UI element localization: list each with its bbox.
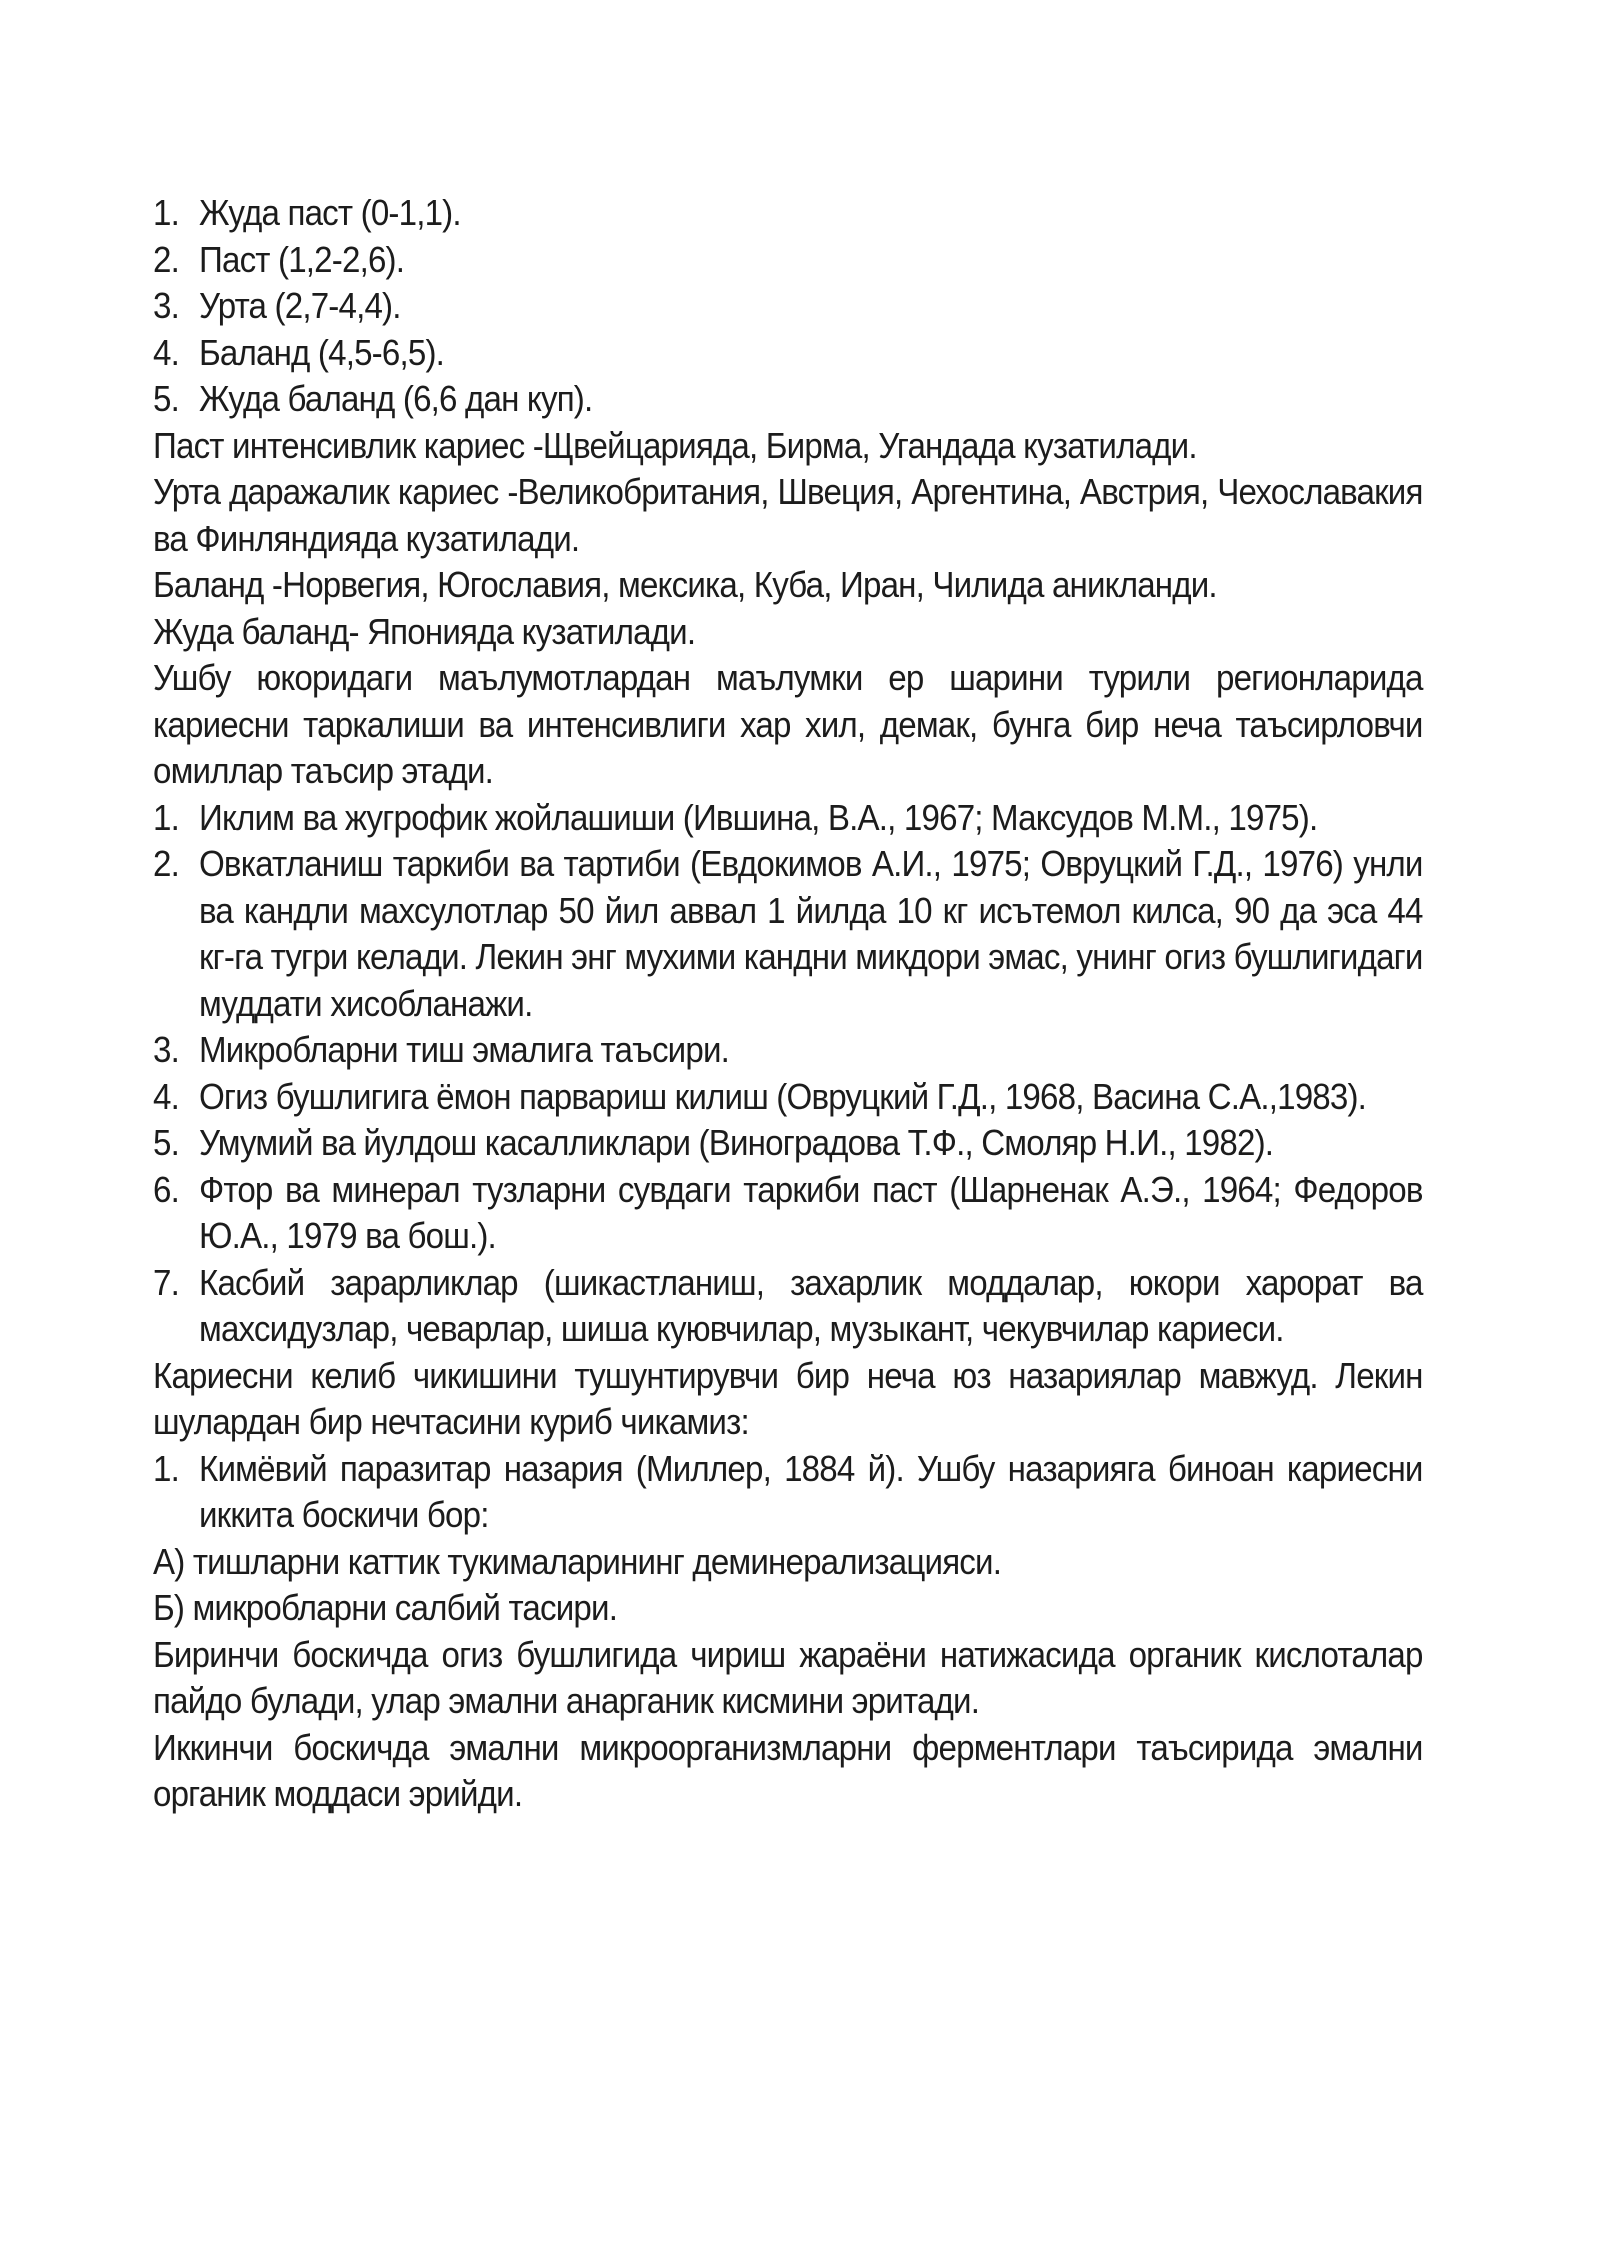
list-item bbox=[153, 283, 1423, 330]
list-item bbox=[153, 1260, 1423, 1353]
list-item bbox=[153, 841, 1423, 1027]
list-number: 3. bbox=[153, 285, 179, 326]
paragraph: А) тишларни каттик тукималарининг деминерализацияси. bbox=[153, 1540, 1002, 1582]
paragraph: Баланд -Норвегия, Югославия, мексика, Куба, Иран, Чилида аникланди. bbox=[153, 564, 1217, 605]
list-text: Урта (2,7-4,4). bbox=[199, 285, 401, 326]
list-item bbox=[153, 795, 1423, 842]
list-text: Касбий зарарликлар (шикастланиш, захарлик моддалар, юкори харорат ва махсидузлар, чеварлар, шиша куювчилар, музыкант, чекувчилар кариеси. bbox=[199, 1261, 1423, 1349]
list-item bbox=[153, 1167, 1423, 1260]
list-text: Умумий ва йулдош касалликлари (Виноградова Т.Ф., Смоляр Н.И., 1982). bbox=[199, 1122, 1274, 1163]
list-text: Кимёвий паразитар назария (Миллер, 1884 й). Ушбу назарияга биноан кариесни иккита боскичи бор: bbox=[199, 1447, 1423, 1535]
list-number: 1. bbox=[153, 1447, 179, 1489]
list-text: Микробларни тиш эмалига таъсири. bbox=[199, 1029, 730, 1070]
list-item bbox=[153, 1446, 1423, 1539]
list-number: 2. bbox=[153, 843, 179, 884]
list-number: 4. bbox=[153, 331, 179, 373]
list-text: Овкатланиш таркиби ва тартиби (Евдокимов А.И., 1975; Овруцкий Г.Д., 1976) унли ва кандли махсулотлар 50 йил аввал 1 йилда 10 кг исътемол килса, 90 да эса 44 кг-га тугри келади. Лекин энг мухими кандни микдори эмас, унинг огиз бушлигидаги муддати хисобланажи. bbox=[199, 843, 1423, 1024]
list-item bbox=[153, 237, 1423, 284]
list-text: Огиз бушлигига ёмон парвариш килиш (Овруцкий Г.Д., 1968, Васина С.А.,1983). bbox=[199, 1075, 1367, 1117]
list-text: Жуда паст (0-1,1). bbox=[199, 192, 461, 233]
list-number: 3. bbox=[153, 1029, 179, 1070]
paragraph: Паст интенсивлик кариес -Щвейцарияда, Бирма, Угандада кузатилади. bbox=[153, 424, 1197, 466]
list-text: Паст (1,2-2,6). bbox=[199, 238, 405, 280]
document-page bbox=[153, 190, 1423, 1818]
list-item bbox=[153, 1120, 1423, 1167]
list-text: Иклим ва жугрофик жойлашиши (Ившина, В.А., 1967; Максудов М.М., 1975). bbox=[199, 796, 1318, 838]
list-number: 5. bbox=[153, 1122, 179, 1163]
list-text: Фтор ва минерал тузларни сувдаги таркиби паст (Шарненак А.Э., 1964; Федоров Ю.А., 1979 ва бош.). bbox=[199, 1168, 1423, 1256]
list-item bbox=[153, 190, 1423, 237]
list-number: 5. bbox=[153, 378, 179, 419]
paragraph: Б) микробларни салбий тасири. bbox=[153, 1587, 618, 1628]
paragraph: Жуда баланд- Японияда кузатилади. bbox=[153, 610, 696, 652]
paragraph: Урта даражалик кариес -Великобритания, Швеция, Аргентина, Австрия, Чехославакия ва Финляндияда кузатилади. bbox=[153, 471, 1423, 559]
list-number: 4. bbox=[153, 1075, 179, 1117]
paragraph: Кариесни келиб чикишини тушунтирувчи бир неча юз назариялар мавжуд. Лекин шулардан бир нечтасини куриб чикамиз: bbox=[153, 1354, 1423, 1442]
paragraph: Биринчи боскичда огиз бушлигида чириш жараёни натижасида органик кислоталар пайдо булади, улар эмални анарганик кисмини эритади. bbox=[153, 1633, 1423, 1721]
list-text: Жуда баланд (6,6 дан куп). bbox=[199, 378, 593, 419]
list-item bbox=[153, 1027, 1423, 1074]
list-item bbox=[153, 330, 1423, 377]
list-number: 1. bbox=[153, 192, 179, 233]
list-number: 2. bbox=[153, 238, 179, 280]
list-item bbox=[153, 1074, 1423, 1121]
list-text: Баланд (4,5-6,5). bbox=[199, 331, 445, 373]
paragraph: Иккинчи боскичда эмални микроорганизмларни ферментлари таъсирида эмални органик моддаси эрийди. bbox=[153, 1726, 1423, 1814]
paragraph: Ушбу юкоридаги маълумотлардан маълумки ер шарини турили регионларида кариесни таркалиши ва интенсивлиги хар хил, демак, бунга бир неча таъсирловчи омиллар таъсир этади. bbox=[153, 657, 1423, 791]
list-item bbox=[153, 376, 1423, 423]
list-number: 1. bbox=[153, 796, 179, 838]
list-number: 7. bbox=[153, 1261, 179, 1303]
list-number: 6. bbox=[153, 1168, 179, 1210]
